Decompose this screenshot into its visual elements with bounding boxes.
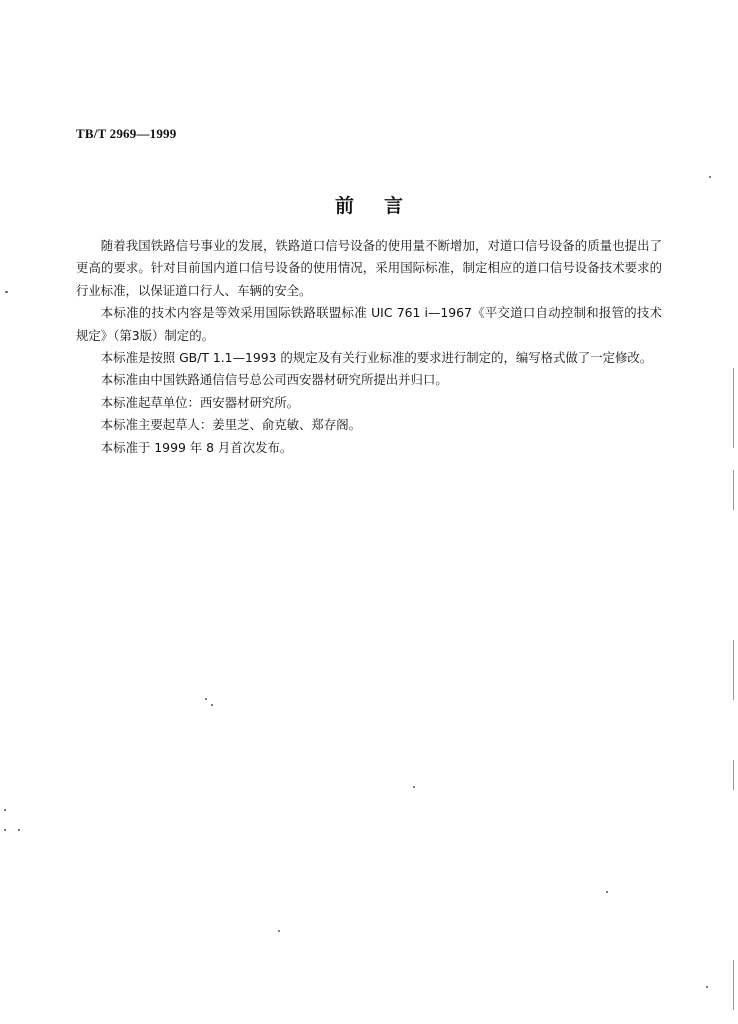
scan-edge-line bbox=[733, 368, 734, 448]
scan-speck bbox=[606, 891, 608, 893]
paragraph-1: 随着我国铁路信号事业的发展，铁路道口信号设备的使用量不断增加，对道口信号设备的质量也提出了更高的要求。针对目前国内道口信号设备的使用情况，采用国际标准，制定相应的道口信号设备技术要求的行业标准，以保证道口行人、车辆的安全。 bbox=[76, 238, 662, 298]
scan-speck bbox=[18, 829, 20, 831]
standard-code: TB/T 2969—1999 bbox=[76, 126, 177, 141]
scan-edge-line bbox=[733, 470, 734, 510]
paragraph-7: 本标准于 1999 年 8 月首次发布。 bbox=[100, 439, 293, 455]
scan-speck bbox=[709, 176, 711, 178]
paragraph-4: 本标准由中国铁路通信信号总公司西安器材研究所提出并归口。 bbox=[100, 372, 448, 388]
page-title: 前言 bbox=[334, 195, 433, 217]
scan-edge-line bbox=[733, 760, 734, 790]
scan-edge-line bbox=[733, 640, 734, 700]
paragraph-2: 本标准的技术内容是等效采用国际铁路联盟标准 UIC 761 i—1967《平交道口自动控制和报管的技术规定》（第3版）制定的。 bbox=[76, 305, 662, 343]
scan-speck bbox=[211, 704, 213, 706]
scan-speck bbox=[413, 786, 415, 788]
scan-speck bbox=[706, 986, 708, 988]
scan-speck bbox=[278, 930, 280, 932]
scan-speck bbox=[205, 698, 207, 700]
paragraph-5: 本标准起草单位：西安器材研究所。 bbox=[100, 394, 300, 410]
paragraph-3: 本标准是按照 GB/T 1.1—1993 的规定及有关行业标准的要求进行制定的，编写格式做了一定修改。 bbox=[100, 350, 653, 366]
scan-speck bbox=[5, 291, 8, 293]
foreword-body bbox=[76, 235, 662, 459]
scan-edge-line bbox=[733, 960, 734, 1010]
scan-speck bbox=[4, 829, 6, 831]
scan-speck bbox=[4, 809, 6, 811]
paragraph-6: 本标准主要起草人：姜里芝、俞克敏、郑存阁。 bbox=[100, 417, 361, 433]
